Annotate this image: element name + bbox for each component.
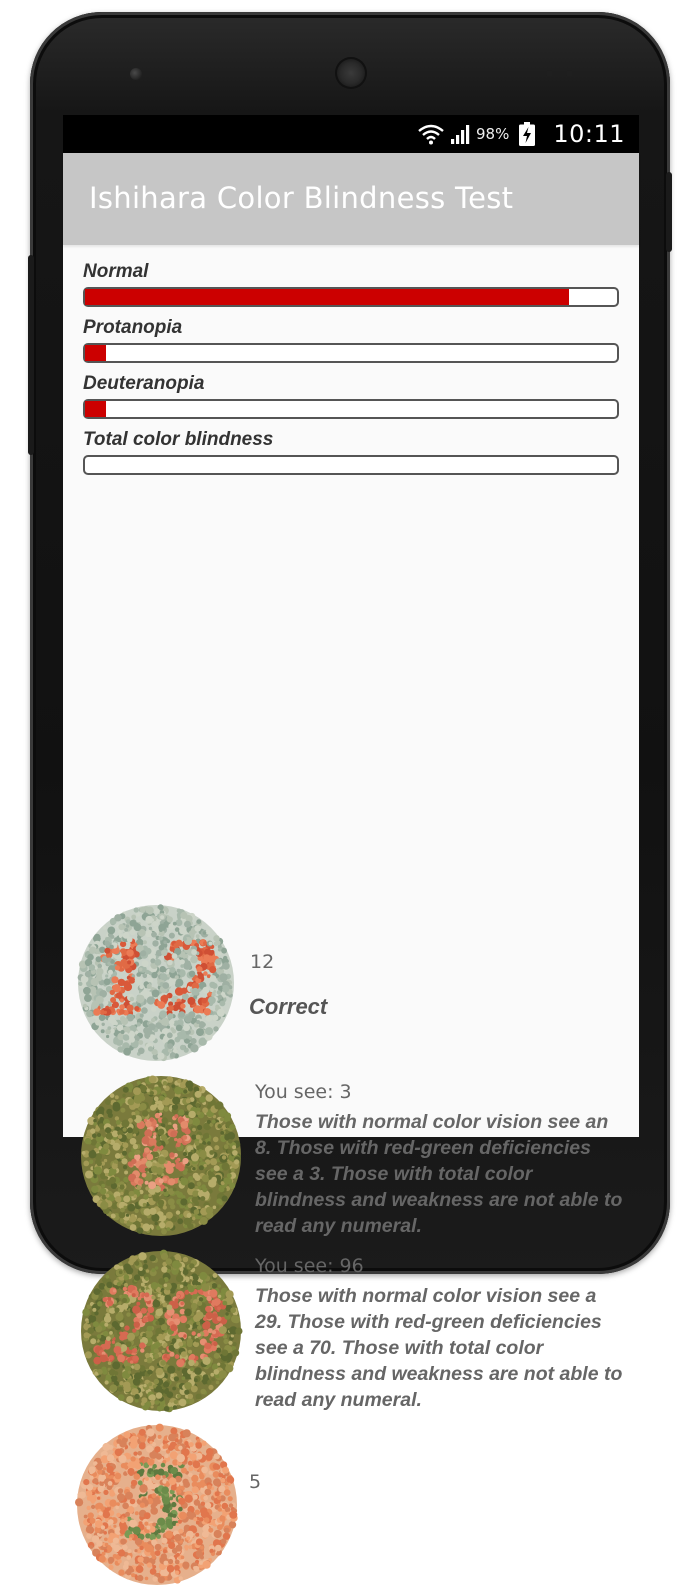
volume-button	[28, 255, 34, 455]
status-bar	[63, 115, 639, 153]
stat-label: Protanopia	[83, 317, 183, 338]
light-sensor	[566, 70, 573, 77]
ishihara-plate-image	[78, 905, 234, 1061]
stat-label: Deuteranopia	[83, 373, 205, 394]
stats-panel	[63, 245, 639, 475]
plate-answer: You see: 3	[255, 1081, 352, 1103]
plate-answer: 12	[250, 951, 275, 973]
plate-answer: You see: 96	[255, 1255, 364, 1277]
progress-bar	[83, 287, 619, 307]
stat-label: Total color blindness	[83, 429, 274, 450]
app-title: Ishihara Color Blindness Test	[89, 181, 514, 215]
plate-answer: 5	[249, 1471, 262, 1493]
stat-deuteranopia	[83, 373, 621, 419]
ishihara-plate-image	[77, 1425, 237, 1585]
plate-result: Correct	[249, 994, 328, 1019]
progress-fill	[85, 345, 106, 361]
signal-icon	[450, 124, 472, 144]
progress-fill	[85, 401, 106, 417]
plate-dots	[78, 905, 234, 1061]
stat-label: Normal	[83, 261, 149, 282]
plate-explanation: Those with normal color vision see an 8. Those with red-green deficiencies see a 3. Those with total color blindness and weakness are not able to read any numeral.	[255, 1111, 623, 1237]
stat-total-color-blindness	[83, 429, 621, 475]
plate-dots	[81, 1076, 241, 1236]
proximity-sensor	[546, 70, 553, 77]
front-camera	[130, 68, 142, 80]
plate-dots	[81, 1251, 241, 1411]
progress-bar	[83, 455, 619, 475]
stat-normal	[83, 261, 621, 307]
plate-explanation: Those with normal color vision see a 29. Those with red-green deficiencies see a 70. Those with total color blindness and weakness are not able to read any numeral.	[255, 1285, 623, 1411]
battery-charging-icon	[519, 122, 535, 146]
progress-bar	[83, 343, 619, 363]
earpiece-speaker	[335, 57, 367, 89]
screen	[63, 115, 639, 1493]
action-bar	[63, 153, 639, 245]
clock: 10:11	[553, 120, 625, 148]
progress-bar	[83, 399, 619, 419]
power-button	[666, 172, 672, 252]
ishihara-plate-image	[81, 1251, 241, 1411]
stat-protanopia	[83, 317, 621, 363]
ishihara-plate-image	[81, 1076, 241, 1236]
plate-dots	[77, 1425, 237, 1585]
progress-fill	[85, 289, 569, 305]
wifi-icon	[418, 123, 444, 145]
status-icons	[418, 115, 625, 153]
battery-percent: 98%	[475, 125, 510, 143]
